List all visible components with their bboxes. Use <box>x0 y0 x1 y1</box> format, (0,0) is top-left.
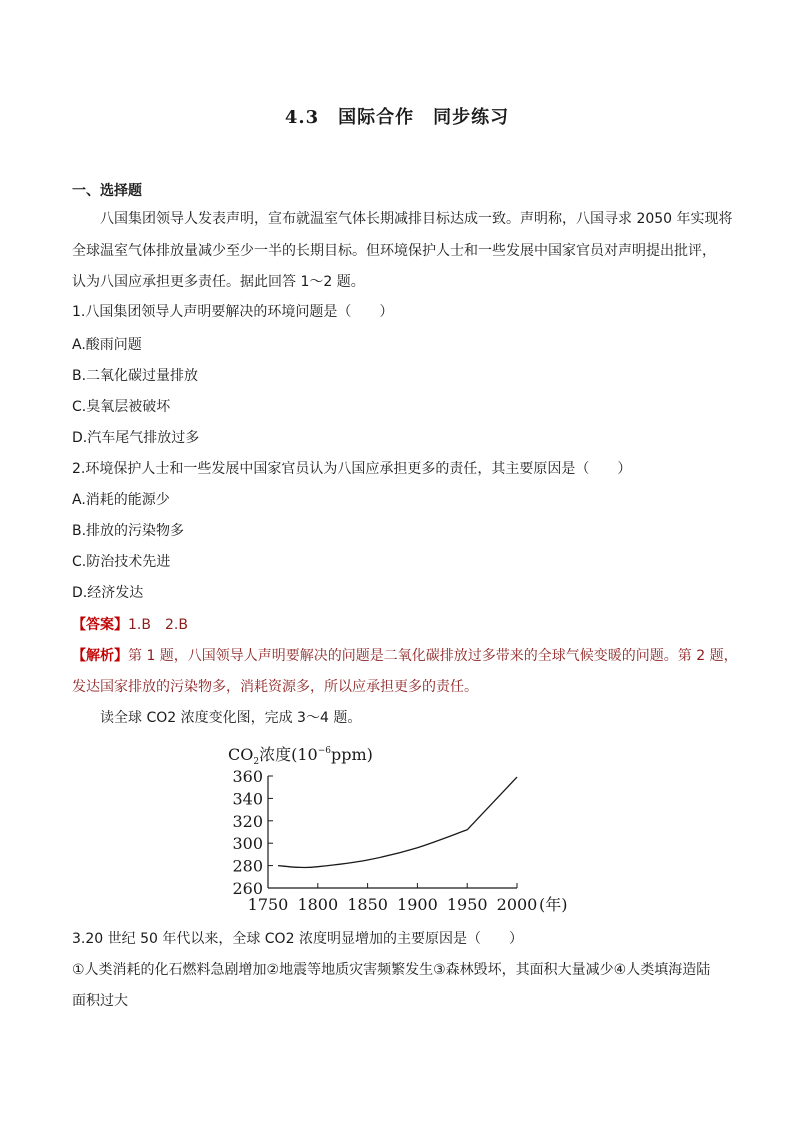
q1-option-b: B.二氧化碳过量排放 <box>72 368 199 384</box>
x-tick-label: 1950 <box>446 895 488 914</box>
x-tick-label: 1800 <box>297 895 339 914</box>
q1-option-d: D.汽车尾气排放过多 <box>72 430 200 446</box>
x-axis-unit-label: (年) <box>539 895 568 914</box>
q1-option-a: A.酸雨问题 <box>72 337 142 353</box>
analysis-line-2: 发达国家排放的污染物多，消耗资源多，所以应承担更多的责任。 <box>72 679 478 695</box>
answer-tag: 【答案】 <box>72 617 128 633</box>
q3-stem: 3.20 世纪 50 年代以来，全球 CO2 浓度明显增加的主要原因是（ ） <box>72 931 523 947</box>
q2-stem: 2.环境保护人士和一些发展中国家官员认为八国应承担更多的责任，其主要原因是（ ） <box>72 461 632 477</box>
q2-option-d: D.经济发达 <box>72 585 144 601</box>
q3-line-2: 面积过大 <box>72 993 128 1009</box>
y-tick-label: 280 <box>232 856 263 876</box>
q2-option-c: C.防治技术先进 <box>72 554 171 570</box>
page-title: 4.3 国际合作 同步练习 <box>284 107 510 128</box>
chart-axes <box>268 776 517 888</box>
intro-line-2: 全球温室气体排放量减少至少一半的长期目标。但环境保护人士和一些发展中国家官员对声明提出批评， <box>72 243 716 259</box>
x-tick-label: 1750 <box>247 895 289 914</box>
answer-line <box>72 615 732 635</box>
co2-concentration-chart <box>210 738 580 918</box>
co2-series-line <box>278 777 517 867</box>
analysis-line-1 <box>72 646 738 666</box>
q2-option-b: B.排放的污染物多 <box>72 523 185 539</box>
y-tick-label: 340 <box>232 789 263 809</box>
q3-line-1: ①人类消耗的化石燃料急剧增加②地震等地质灾害频繁发生③森林毁坏，其面积大量减少④人类填海造陆 <box>72 962 711 978</box>
intro-line-3: 认为八国应承担更多责任。据此回答 1～2 题。 <box>72 274 365 290</box>
y-tick-label: 300 <box>232 834 263 854</box>
chart-y-ticks <box>232 767 273 898</box>
chart-ylabel: $CO_2$浓度$(10^{-6}ppm)$ <box>228 745 373 767</box>
x-tick-label: 2000 <box>496 895 538 914</box>
x-tick-label: 1900 <box>397 895 438 914</box>
read-prompt: 读全球 CO2 浓度变化图，完成 3～4 题。 <box>100 710 362 726</box>
y-tick-label: 260 <box>232 879 263 898</box>
intro-line-1: 八国集团领导人发表声明，宣布就温室气体长期减排目标达成一致。声明称，八国寻求 2050 年实现将 <box>100 211 733 227</box>
section-heading: 一、选择题 <box>72 183 142 199</box>
y-tick-label: 320 <box>232 811 263 831</box>
x-tick-label: 1850 <box>347 895 388 914</box>
q2-option-a: A.消耗的能源少 <box>72 492 170 508</box>
analysis-text-1: 第 1 题，八国领导人声明要解决的问题是二氧化碳排放过多带来的全球气候变暖的问题。第 2 题， <box>128 648 738 664</box>
answer-text: 1.B 2.B <box>128 617 188 633</box>
analysis-tag: 【解析】 <box>72 648 128 664</box>
q1-stem: 1.八国集团领导人声明要解决的环境问题是（ ） <box>72 304 394 320</box>
y-tick-label: 360 <box>232 767 263 786</box>
q1-option-c: C.臭氧层被破坏 <box>72 399 171 415</box>
